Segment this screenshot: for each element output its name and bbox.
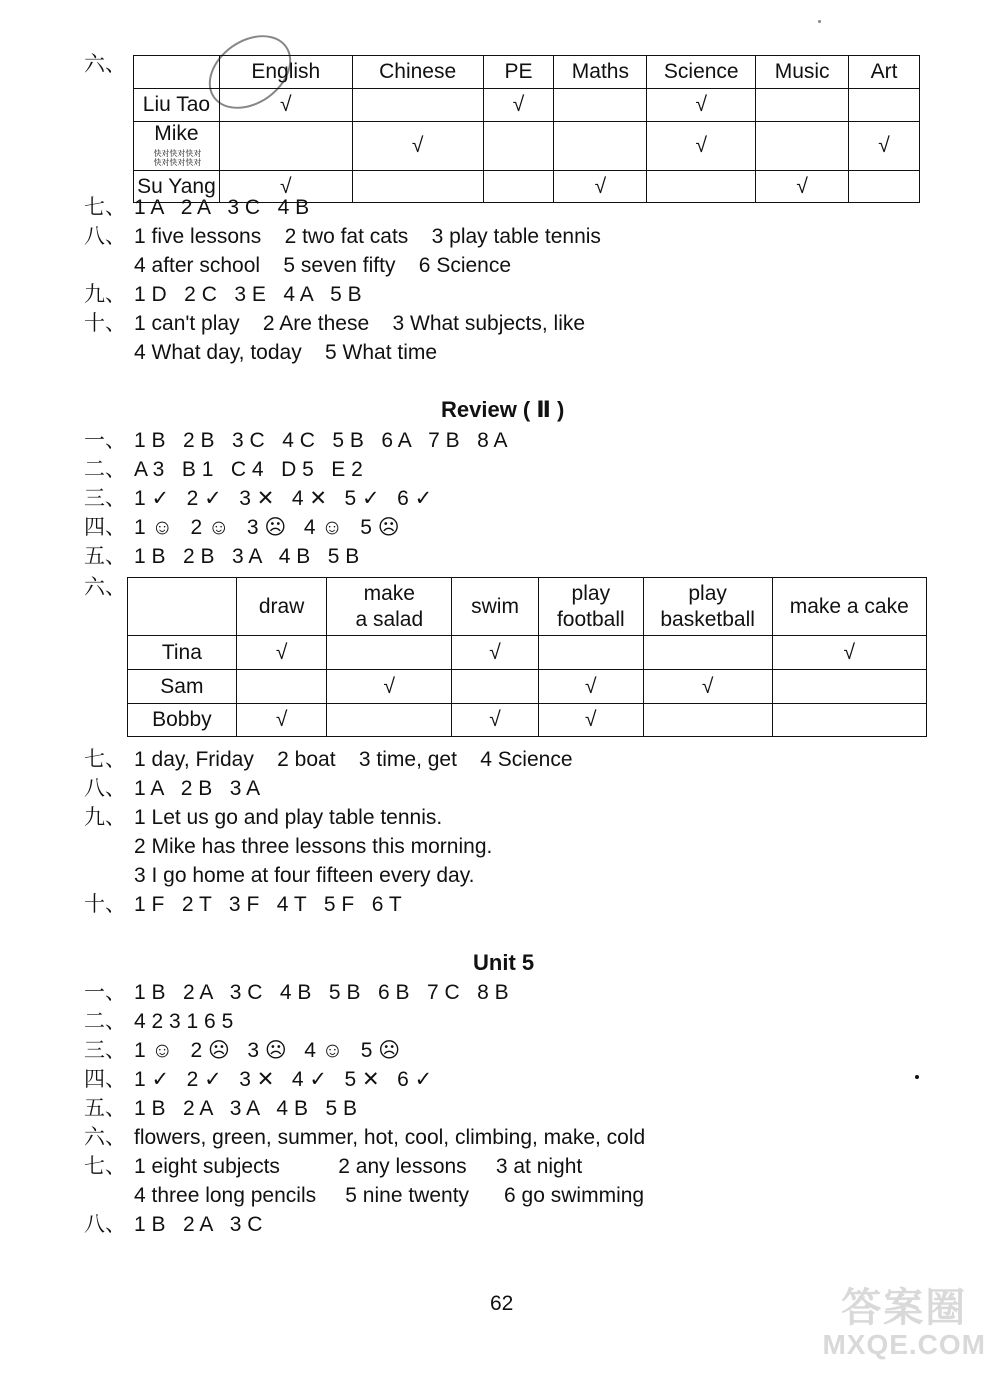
question-number: 五、 [84, 545, 126, 568]
table-row [134, 122, 920, 171]
question-number: 八、 [84, 225, 126, 248]
table-cell [327, 636, 452, 670]
answer-line [84, 1096, 357, 1122]
question-number: 七、 [84, 1155, 126, 1178]
table-cell [643, 704, 772, 737]
answer-text: 1 Let us go and play table tennis. [134, 806, 443, 829]
question-number: 九、 [84, 806, 126, 829]
answer-line [84, 834, 492, 860]
table-corner [134, 56, 220, 89]
answer-line [84, 1212, 262, 1238]
table-cell [483, 122, 554, 171]
table-cell: √ [327, 670, 452, 704]
row-header-sublabel: 快对快对快对 快对快对快对 [153, 149, 202, 168]
answer-text: 4 2 3 1 6 5 [134, 1010, 234, 1033]
question-number: 十、 [84, 893, 126, 916]
activities-table [127, 577, 927, 737]
column-header: PE [483, 56, 554, 89]
watermark-logo [822, 1287, 986, 1361]
answer-text: 1 five lessons 2 two fat cats 3 play table tennis [134, 225, 601, 248]
table-cell: √ [236, 636, 327, 670]
answer-text: 1 B 2 B 3 C 4 C 5 B 6 A 7 B 8 A [134, 429, 508, 452]
row-header [134, 122, 220, 171]
question-number: 三、 [84, 487, 126, 510]
question-number: 十、 [84, 312, 126, 335]
answer-line [84, 1038, 400, 1064]
column-header: English [219, 56, 352, 89]
answer-line [84, 863, 474, 889]
answer-line [84, 340, 437, 366]
section-label-six: 六、 [84, 53, 126, 76]
table-cell [452, 670, 539, 704]
row-header-name: Mike [154, 122, 199, 145]
answer-line [84, 224, 601, 250]
table-cell: √ [452, 704, 539, 737]
table-cell [647, 171, 756, 203]
table-cell [643, 636, 772, 670]
subjects-table [133, 55, 920, 203]
answer-line [84, 776, 260, 802]
question-number: 八、 [84, 1213, 126, 1236]
column-header: draw [236, 578, 327, 636]
table-cell: √ [219, 89, 352, 122]
table-cell: √ [538, 670, 643, 704]
column-header: Art [849, 56, 920, 89]
row-header: Tina [128, 636, 237, 670]
column-header: Chinese [352, 56, 483, 89]
answer-text: flowers, green, summer, hot, cool, climbing, make, cold [134, 1126, 646, 1149]
table-cell [327, 704, 452, 737]
column-header: make a cake [772, 578, 926, 636]
table-cell: √ [849, 122, 920, 171]
page-number: 62 [490, 1292, 514, 1315]
answer-line [84, 1067, 432, 1093]
table-cell: √ [554, 171, 647, 203]
column-header: play football [538, 578, 643, 636]
answer-text: A 3 B 1 C 4 D 5 E 2 [134, 458, 363, 481]
answer-line [84, 1183, 644, 1209]
table-cell: √ [538, 704, 643, 737]
section-title-review-2: Review ( Ⅱ ) [441, 397, 565, 422]
row-header: Bobby [128, 704, 237, 737]
answer-text: 4 What day, today 5 What time [134, 341, 438, 364]
answer-text: 2 Mike has three lessons this morning. [134, 835, 493, 858]
answer-line [84, 1009, 233, 1035]
answer-line [84, 544, 359, 570]
table-cell [236, 670, 327, 704]
column-header: play basketball [643, 578, 772, 636]
table-row [128, 636, 927, 670]
answer-line [84, 1125, 645, 1151]
table-cell: √ [647, 122, 756, 171]
answer-text: 1 B 2 A 3 A 4 B 5 B [134, 1097, 357, 1120]
table-cell: √ [219, 171, 352, 203]
scan-speck [818, 20, 821, 23]
table-cell [538, 636, 643, 670]
answer-text: 1 eight subjects 2 any lessons 3 at night [134, 1155, 583, 1178]
answer-text: 4 after school 5 seven fifty 6 Science [134, 254, 512, 277]
table-cell: √ [647, 89, 756, 122]
question-number: 五、 [84, 1097, 126, 1120]
question-number: 九、 [84, 283, 126, 306]
answer-line [84, 253, 511, 279]
answer-text: 3 I go home at four fifteen every day. [134, 864, 475, 887]
answer-line [84, 486, 432, 512]
answer-line [84, 980, 509, 1006]
section-title-unit-5: Unit 5 [473, 950, 535, 975]
table-cell: √ [643, 670, 772, 704]
table-cell [772, 670, 926, 704]
question-number: 六、 [84, 1126, 126, 1149]
column-header: Maths [554, 56, 647, 89]
watermark-big-text: 答案圈 [841, 1286, 968, 1330]
answer-line [84, 892, 402, 918]
row-header: Su Yang [134, 171, 220, 203]
question-number: 一、 [84, 981, 126, 1004]
question-number: 四、 [84, 516, 126, 539]
table-cell [554, 89, 647, 122]
answer-text: 1 ✓ 2 ✓ 3 ✕ 4 ✓ 5 ✕ 6 ✓ [134, 1068, 433, 1091]
answer-line [84, 805, 442, 831]
table-cell [483, 171, 554, 203]
answer-text: 1 B 2 A 3 C [134, 1213, 263, 1236]
table-cell [756, 122, 849, 171]
answer-text: 4 three long pencils 5 nine twenty 6 go swimming [134, 1184, 645, 1207]
table-cell: √ [452, 636, 539, 670]
row-header: Liu Tao [134, 89, 220, 122]
question-number: 四、 [84, 1068, 126, 1091]
table-cell: √ [352, 122, 483, 171]
answer-text: 1 A 2 A 3 C 4 B [134, 196, 310, 219]
answer-text: 1 A 2 B 3 A [134, 777, 261, 800]
answer-text: 1 can't play 2 Are these 3 What subjects, like [134, 312, 586, 335]
question-number: 二、 [84, 458, 126, 481]
scan-speck [915, 1075, 919, 1079]
watermark-small-text: MXQE.COM [822, 1329, 986, 1360]
table-row [128, 670, 927, 704]
answer-text: 1 F 2 T 3 F 4 T 5 F 6 T [134, 893, 402, 916]
answer-text: 1 B 2 B 3 A 4 B 5 B [134, 545, 360, 568]
table-cell [352, 89, 483, 122]
table-row [134, 89, 920, 122]
table-cell [849, 171, 920, 203]
answer-text: 1 B 2 A 3 C 4 B 5 B 6 B 7 C 8 B [134, 981, 509, 1004]
table-row [128, 704, 927, 737]
answer-text: 1 day, Friday 2 boat 3 time, get 4 Science [134, 748, 573, 771]
table-cell: √ [483, 89, 554, 122]
answer-line [84, 282, 362, 308]
column-header: Music [756, 56, 849, 89]
table-corner [128, 578, 237, 636]
answer-text: 1 ☺ 2 ☹ 3 ☹ 4 ☺ 5 ☹ [134, 1039, 401, 1062]
answer-text: 1 ✓ 2 ✓ 3 ✕ 4 ✕ 5 ✓ 6 ✓ [134, 487, 433, 510]
question-number: 三、 [84, 1039, 126, 1062]
table-cell [554, 122, 647, 171]
row-header: Sam [128, 670, 237, 704]
answer-line [84, 195, 309, 221]
table-cell [849, 89, 920, 122]
question-number: 八、 [84, 777, 126, 800]
question-number: 一、 [84, 429, 126, 452]
section-label-six: 六、 [84, 576, 126, 599]
answer-line [84, 457, 363, 483]
table-cell [219, 122, 352, 171]
answer-line [84, 1154, 582, 1180]
table-cell: √ [772, 636, 926, 670]
table-cell [352, 171, 483, 203]
answer-line [84, 747, 573, 773]
column-header: make a salad [327, 578, 452, 636]
question-number: 七、 [84, 196, 126, 219]
table-cell [756, 89, 849, 122]
answer-line [84, 311, 585, 337]
answer-line [84, 515, 400, 541]
answer-text: 1 ☺ 2 ☺ 3 ☹ 4 ☺ 5 ☹ [134, 516, 400, 539]
table-cell: √ [236, 704, 327, 737]
question-number: 二、 [84, 1010, 126, 1033]
question-number: 七、 [84, 748, 126, 771]
answer-text: 1 D 2 C 3 E 4 A 5 B [134, 283, 362, 306]
column-header: swim [452, 578, 539, 636]
table-cell: √ [756, 171, 849, 203]
answer-line [84, 428, 508, 454]
column-header: Science [647, 56, 756, 89]
table-cell [772, 704, 926, 737]
